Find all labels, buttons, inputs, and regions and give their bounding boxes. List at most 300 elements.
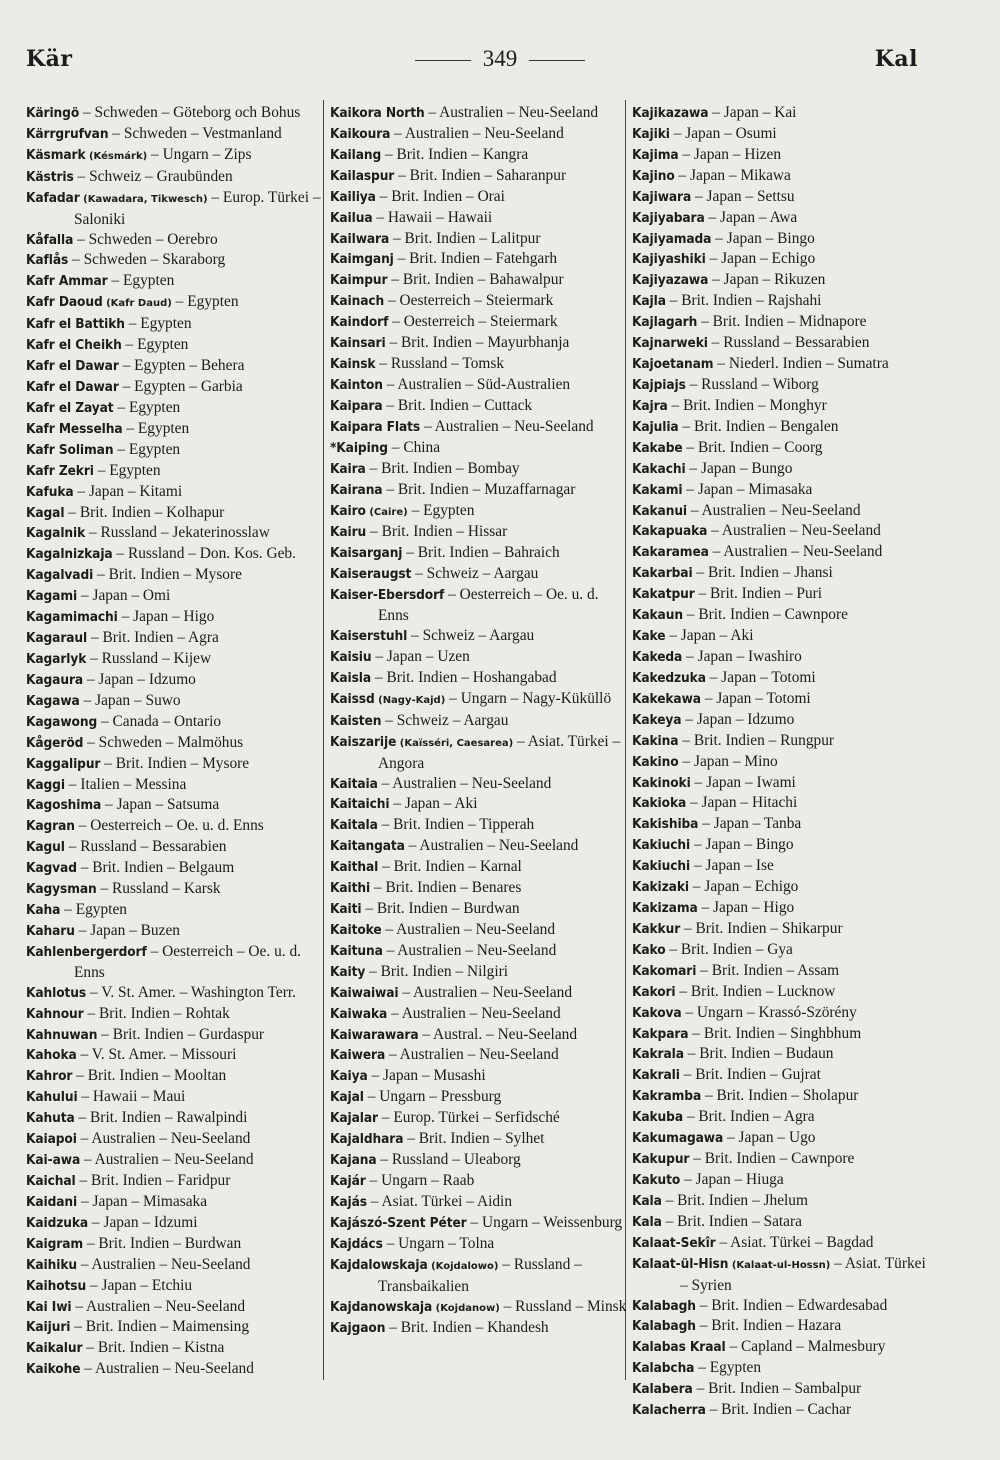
entry-headword: Kaggalipur — [26, 755, 101, 772]
gazetteer-entry — [632, 1358, 932, 1379]
entry-location: – Japan – Totomi — [700, 689, 811, 707]
entry-headword: Kaikalur — [26, 1340, 83, 1357]
entry-headword: Kajalar — [330, 1110, 378, 1127]
entry-headword: Kainsari — [330, 335, 386, 352]
gazetteer-entry — [330, 774, 630, 795]
entry-headword: Kalabera — [632, 1381, 693, 1398]
entry-location: – Oesterreich – Oe. u. d. Enns — [378, 586, 599, 625]
entry-headword: Kailang — [330, 146, 382, 163]
entry-column-2 — [330, 103, 630, 1383]
entry-alt-name: (Kojdalowo) — [427, 1260, 499, 1272]
entry-headword: Kaiwaiwai — [330, 984, 399, 1001]
gazetteer-entry — [632, 668, 932, 689]
entry-headword: Kafr Zekri — [26, 462, 94, 479]
gazetteer-entry — [26, 1213, 326, 1234]
entry-location: – Brit. Indien – Belgaum — [76, 859, 235, 877]
entry-location: – Hawaii – Maui — [77, 1088, 186, 1106]
gazetteer-entry — [26, 733, 326, 754]
gazetteer-entry — [632, 689, 932, 710]
entry-location: – Brit. Indien – Assam — [696, 961, 840, 979]
gazetteer-entry — [26, 691, 326, 712]
entry-location: – Hawaii – Hawaii — [372, 208, 493, 226]
entry-location: – Brit. Indien – Coorg — [682, 438, 823, 456]
gazetteer-entry — [330, 417, 630, 438]
gazetteer-entry — [330, 920, 630, 941]
gazetteer-entry — [632, 187, 932, 208]
entry-headword: Kailiya — [330, 188, 376, 205]
entry-location: – Ungarn – Pressburg — [363, 1088, 502, 1106]
entry-headword: Kaithal — [330, 859, 379, 876]
entry-location: – Brit. Indien – Kistna — [82, 1339, 225, 1357]
entry-location: – Egypten — [171, 293, 239, 311]
header-left-catchword: Kär — [26, 46, 73, 72]
gazetteer-entry — [330, 501, 630, 523]
gazetteer-entry — [632, 480, 932, 501]
gazetteer-entry — [26, 1129, 326, 1150]
entry-headword: Kakrali — [632, 1067, 680, 1084]
entry-headword: Kala — [632, 1213, 662, 1230]
entry-headword: Kaitaichi — [330, 796, 390, 813]
gazetteer-entry — [26, 670, 326, 691]
entry-headword: Kaipara Flats — [330, 418, 421, 435]
entry-location: – Egypten — [107, 272, 175, 290]
entry-location: – Schweden – Oerebro — [73, 230, 218, 248]
gazetteer-entry — [632, 124, 932, 145]
gazetteer-entry — [632, 1128, 932, 1149]
entry-headword: Kakova — [632, 1004, 682, 1021]
entry-headword: Kaira — [330, 460, 366, 477]
entry-location: – Australien – Neu-Seeland — [76, 1255, 251, 1273]
gazetteer-entry — [26, 1255, 326, 1276]
entry-headword: Kagaraul — [26, 630, 88, 647]
entry-headword: Kagysman — [26, 881, 97, 898]
entry-location: – Brit. Indien – Rungpur — [678, 731, 835, 749]
entry-location: – Australien – Neu-Seeland — [377, 774, 552, 792]
entry-location: – Japan – Rikuzen — [708, 271, 826, 289]
entry-headword: Kaitaia — [330, 775, 378, 792]
entry-headword: Kafr el Cheikh — [26, 337, 122, 354]
entry-location: – Russland – Jekaterinosslaw — [85, 524, 270, 542]
entry-alt-name: (Nagy-Kajd) — [374, 694, 446, 706]
gazetteer-entry — [632, 417, 932, 438]
gazetteer-entry — [632, 249, 932, 270]
entry-location: – Brit. Indien – Tipperah — [377, 816, 535, 834]
gazetteer-entry — [26, 775, 326, 796]
gazetteer-entry — [26, 1171, 326, 1192]
entry-headword: Kakuba — [632, 1109, 683, 1126]
entry-location: – Brit. Indien – Faridpur — [75, 1172, 231, 1190]
entry-location: – Russland – Wiborg — [685, 375, 819, 393]
entry-location: – Japan – Omi — [77, 587, 171, 605]
gazetteer-entry — [26, 1045, 326, 1066]
entry-location: – Japan – Mimasaka — [77, 1192, 208, 1210]
entry-location: – Brit. Indien – Khandesh — [385, 1319, 549, 1337]
gazetteer-entry — [632, 793, 932, 814]
entry-location: – Egypten — [407, 501, 475, 519]
gazetteer-entry — [330, 983, 630, 1004]
gazetteer-entry — [330, 1192, 630, 1213]
entry-headword: Kahuta — [26, 1110, 75, 1127]
entry-headword: *Kaiping — [330, 439, 388, 456]
entry-location: – Egypten – Garbia — [118, 377, 243, 395]
gazetteer-entry — [26, 1234, 326, 1255]
entry-headword: Kakaramea — [632, 544, 709, 561]
entry-headword: Kajima — [632, 146, 679, 163]
entry-headword: Kaikohe — [26, 1361, 81, 1378]
entry-location: – Brit. Indien – Kangra — [381, 145, 529, 163]
entry-location: – Japan – Mikawa — [674, 166, 791, 184]
entry-location: – Brit. Indien – Gujrat — [679, 1066, 821, 1084]
gazetteer-entry — [330, 564, 630, 585]
entry-location: – Brit. Indien – Rajshahi — [665, 292, 822, 310]
gazetteer-entry — [330, 626, 630, 647]
entry-headword: Kajikazawa — [632, 105, 709, 121]
gazetteer-entry — [632, 145, 932, 166]
entry-location: – Japan – Aki — [665, 627, 754, 645]
entry-location: – Japan – Hitachi — [686, 794, 798, 812]
entry-headword: Kaiserstuhl — [330, 628, 408, 645]
entry-location: – Russland – Minsk — [499, 1297, 627, 1315]
entry-location: – Australien – Neu-Seeland — [404, 837, 579, 855]
gazetteer-entry — [632, 814, 932, 835]
entry-location: – Russland – Uleaborg — [376, 1151, 521, 1169]
gazetteer-entry — [632, 1044, 932, 1065]
entry-location: – Japan – Bungo — [685, 459, 793, 477]
entry-location: – Japan – Aki — [389, 795, 478, 813]
entry-location: – Egypten — [121, 336, 189, 354]
gazetteer-entry — [632, 521, 932, 542]
entry-location: – Japan – Settsu — [691, 187, 795, 205]
entry-location: – Japan – Idzumi — [88, 1213, 198, 1231]
gazetteer-entry — [330, 396, 630, 417]
gazetteer-entry — [632, 1379, 932, 1400]
entry-location: – Brit. Indien – Budaun — [683, 1045, 834, 1063]
gazetteer-entry — [330, 1129, 630, 1150]
entry-location: – Japan – Suwo — [79, 691, 181, 709]
entry-location: – Ungarn – Nagy-Küküllö — [445, 689, 612, 707]
gazetteer-entry — [330, 438, 630, 459]
gazetteer-entry — [330, 711, 630, 732]
entry-headword: Kaha — [26, 902, 61, 919]
gazetteer-entry — [26, 942, 326, 983]
entry-location: – Egypten — [113, 398, 181, 416]
entry-headword: Kalacherra — [632, 1402, 706, 1419]
gazetteer-entry — [632, 982, 932, 1003]
entry-headword: Kajászó-Szent Péter — [330, 1214, 467, 1231]
entry-location: – Brit. Indien – Monghyr — [667, 396, 827, 414]
entry-headword: Kakomari — [632, 962, 697, 979]
gazetteer-entry — [632, 1065, 932, 1086]
entry-headword: Kajino — [632, 167, 675, 184]
entry-headword: Kajla — [632, 293, 666, 310]
entry-location: – Niederl. Indien – Sumatra — [713, 355, 889, 373]
entry-location: – Europ. Türkei – Saloniki — [74, 188, 321, 228]
entry-location: – Brit. Indien – Orai — [375, 187, 505, 205]
entry-headword: Kafr Soliman — [26, 441, 114, 458]
entry-headword: Kalabcha — [632, 1360, 695, 1377]
entry-location: – Japan – Ise — [690, 857, 774, 875]
gazetteer-entry — [632, 270, 932, 291]
entry-headword: Kajiki — [632, 125, 670, 142]
entry-headword: Kaity — [330, 963, 366, 980]
entry-headword: Kajlagarh — [632, 314, 698, 331]
entry-location: – Ungarn – Raab — [365, 1172, 475, 1190]
entry-headword: Kaiszarije — [330, 733, 397, 750]
entry-column-3 — [632, 103, 932, 1419]
gazetteer-entry — [330, 1004, 630, 1025]
gazetteer-entry — [26, 983, 326, 1004]
entry-location: – Australien – Neu-Seeland — [387, 1004, 561, 1022]
entry-headword: Kahror — [26, 1068, 73, 1085]
entry-headword: Kajgaon — [330, 1320, 386, 1337]
entry-headword: Kaihotsu — [26, 1277, 87, 1294]
gazetteer-entry — [632, 1107, 932, 1128]
entry-headword: Kaidzuka — [26, 1214, 89, 1231]
gazetteer-entry — [330, 1087, 630, 1108]
gazetteer-entry — [26, 754, 326, 775]
entry-headword: Kainach — [330, 293, 385, 310]
entry-headword: Kaiti — [330, 901, 362, 918]
entry-headword: Kaisiu — [330, 648, 372, 665]
entry-headword: Kakeda — [632, 648, 683, 665]
entry-headword: Kagoshima — [26, 797, 102, 814]
entry-alt-name: (Késmárk) — [85, 150, 148, 162]
gazetteer-entry — [632, 1149, 932, 1170]
gazetteer-entry — [330, 249, 630, 270]
entry-headword: Kaipara — [330, 397, 383, 414]
gazetteer-entry — [330, 794, 630, 815]
entry-headword: Kafr Messelha — [26, 420, 123, 437]
entry-headword: Kakramba — [632, 1088, 702, 1105]
gazetteer-entry — [330, 878, 630, 899]
entry-headword: Kaiser-Ebersdorf — [330, 587, 445, 604]
page-number-block — [385, 46, 615, 72]
entry-location: – Austral. – Neu-Seeland — [418, 1025, 578, 1043]
gazetteer-entry — [632, 1024, 932, 1045]
gazetteer-entry — [26, 712, 326, 733]
entry-headword: Kagarlyk — [26, 650, 87, 667]
entry-location: – Schweden – Vestmanland — [108, 124, 282, 142]
entry-headword: Kaigram — [26, 1235, 84, 1252]
gazetteer-entry — [330, 291, 630, 312]
entry-location: – Japan – Iwashiro — [682, 647, 802, 665]
entry-headword: Kala — [632, 1192, 662, 1209]
gazetteer-entry — [330, 836, 630, 857]
gazetteer-entry — [632, 563, 932, 584]
entry-headword: Kairu — [330, 524, 367, 541]
entry-headword: Kärrgrufvan — [26, 125, 109, 142]
gazetteer-entry — [632, 166, 932, 187]
entry-headword: Kakatpur — [632, 586, 695, 603]
entry-location: – Brit. Indien – Edwardesabad — [695, 1296, 888, 1314]
gazetteer-entry — [632, 229, 932, 250]
entry-location: – Brit. Indien – Agra — [87, 629, 219, 647]
gazetteer-entry — [632, 354, 932, 375]
gazetteer-entry — [26, 188, 326, 230]
gazetteer-entry — [632, 877, 932, 898]
entry-headword: Kakiuchi — [632, 858, 691, 875]
entry-location: – Brit. Indien – Burdwan — [361, 900, 520, 918]
gazetteer-entry — [632, 773, 932, 794]
gazetteer-entry — [330, 962, 630, 983]
entry-location: – Brit. Indien – Puri — [694, 585, 823, 603]
entry-location: – Asiat. Türkei – Aidin — [366, 1192, 513, 1210]
entry-location: – Brit. Indien – Satara — [661, 1212, 802, 1230]
entry-headword: Kafr el Zayat — [26, 399, 114, 416]
entry-location: – Capland – Malmesbury — [725, 1338, 886, 1356]
entry-location: – Japan – Uzen — [371, 647, 470, 665]
entry-alt-name: (Caire) — [365, 506, 408, 518]
gazetteer-entry — [330, 1150, 630, 1171]
entry-headword: Kajpiajs — [632, 376, 686, 393]
entry-headword: Kako — [632, 941, 666, 958]
entry-location: – Brit. Indien – Gya — [665, 940, 793, 958]
gazetteer-entry — [632, 291, 932, 312]
entry-location: – Schweiz – Aargau — [411, 565, 539, 583]
entry-headword: Kaiwarawara — [330, 1026, 419, 1043]
entry-headword: Kaitoke — [330, 921, 382, 938]
entry-location: – Schweden – Göteborg och Bohus — [79, 104, 301, 121]
gazetteer-entry — [330, 145, 630, 166]
entry-headword: Kagalnik — [26, 525, 86, 542]
gazetteer-entry — [26, 1338, 326, 1359]
entry-headword: Kaiwaka — [330, 1005, 388, 1022]
entry-headword: Kakioka — [632, 795, 687, 812]
entry-headword: Kaimganj — [330, 251, 394, 268]
entry-location: – Japan – Satsuma — [101, 796, 220, 814]
gazetteer-entry — [26, 1108, 326, 1129]
entry-location: – Japan – Kai — [708, 104, 797, 121]
entry-headword: Kaitala — [330, 817, 378, 834]
entry-headword: Kagami — [26, 588, 78, 605]
gazetteer-entry — [330, 1297, 630, 1319]
gazetteer-entry — [330, 312, 630, 333]
gazetteer-entry — [26, 795, 326, 816]
gazetteer-entry — [330, 187, 630, 208]
entry-headword: Kainsk — [330, 356, 376, 373]
entry-headword: Kakkur — [632, 920, 681, 937]
gazetteer-entry — [26, 356, 326, 377]
gazetteer-entry — [632, 731, 932, 752]
gazetteer-entry — [632, 1316, 932, 1337]
entry-location: – Russland – Kijew — [86, 649, 212, 667]
entry-headword: Kajoetanam — [632, 356, 714, 373]
entry-location: – Brit. Indien – Maimensing — [70, 1318, 250, 1336]
gazetteer-entry — [26, 398, 326, 419]
entry-location: – Oesterreich – Steiermark — [384, 292, 554, 310]
entry-location: – Italien – Messina — [64, 775, 187, 793]
gazetteer-entry — [26, 879, 326, 900]
gazetteer-entry — [632, 1212, 932, 1233]
entry-headword: Kajaldhara — [330, 1131, 404, 1148]
entry-headword: Kailua — [330, 209, 373, 226]
gazetteer-entry — [330, 941, 630, 962]
entry-location: – Brit. Indien – Singhbhum — [688, 1024, 862, 1042]
entry-location: – Japan – Awa — [704, 208, 798, 226]
entry-alt-name: (Kaïsséri, Caesarea) — [396, 737, 514, 749]
entry-location: – Asiat. Türkei – Syrien — [680, 1254, 926, 1294]
entry-location: – Japan – Hizen — [678, 145, 782, 163]
entry-location: – Japan – Echigo — [705, 250, 816, 268]
entry-location: – Brit. Indien – Jhelum — [661, 1191, 808, 1209]
entry-location: – Japan – Mino — [678, 752, 778, 770]
entry-location: – Japan – Mimasaka — [682, 480, 813, 498]
entry-location: – Asiat. Türkei – Angora — [378, 732, 621, 772]
gazetteer-entry — [632, 1400, 932, 1421]
entry-headword: Kaiwera — [330, 1047, 386, 1064]
entry-headword: Kajdács — [330, 1235, 383, 1252]
entry-location: – Australien – Neu-Seeland — [71, 1297, 246, 1315]
gazetteer-entry — [330, 103, 630, 124]
entry-headword: Kaisla — [330, 669, 372, 686]
gazetteer-entry — [26, 292, 326, 314]
entry-headword: Kåfalla — [26, 231, 74, 248]
entry-location: – Russland – Tomsk — [375, 355, 505, 373]
gazetteer-entry — [632, 856, 932, 877]
gazetteer-entry — [330, 459, 630, 480]
gazetteer-entry — [330, 333, 630, 354]
entry-headword: Kaflås — [26, 252, 69, 269]
gazetteer-entry — [330, 1255, 630, 1297]
gazetteer-entry — [26, 1297, 326, 1318]
gazetteer-entry — [26, 1150, 326, 1171]
entry-headword: Kakiuchi — [632, 837, 691, 854]
entry-location: – Brit. Indien – Cachar — [705, 1401, 852, 1419]
entry-location: – Brit. Indien – Nilgiri — [365, 962, 509, 980]
gazetteer-entry — [330, 1171, 630, 1192]
gazetteer-entry — [632, 940, 932, 961]
gazetteer-entry — [330, 815, 630, 836]
entry-location: – Brit. Indien – Bombay — [365, 459, 520, 477]
entry-headword: Kagawa — [26, 692, 80, 709]
entry-headword: Kafr el Dawar — [26, 378, 119, 395]
entry-headword: Kajal — [330, 1089, 364, 1106]
entry-headword: Kalabas Kraal — [632, 1339, 726, 1356]
entry-headword: Kahlenbergerdorf — [26, 943, 147, 960]
gazetteer-entry — [632, 835, 932, 856]
entry-headword: Käsmark — [26, 146, 86, 163]
entry-headword: Kakedzuka — [632, 669, 706, 686]
gazetteer-entry — [26, 837, 326, 858]
entry-location: – Brit. Indien – Benares — [370, 879, 522, 897]
entry-headword: Kairana — [330, 481, 383, 498]
entry-location: – Australien – Neu-Seeland — [80, 1151, 254, 1169]
entry-location: – Japan – Idzumo — [681, 710, 795, 728]
entry-headword: Kajiyashiki — [632, 251, 706, 268]
entry-headword: Kaharu — [26, 922, 75, 939]
entry-headword: Kai Iwi — [26, 1298, 72, 1315]
entry-location: – Oesterreich – Oe. u. d. Enns — [74, 942, 302, 981]
entry-headword: Kajdalowskaja — [330, 1256, 428, 1273]
entry-headword: Kaissd — [330, 690, 375, 707]
entry-location: – Brit. Indien – Mysore — [93, 566, 242, 584]
gazetteer-entry — [330, 1213, 630, 1234]
gazetteer-entry — [632, 1191, 932, 1212]
gazetteer-entry — [330, 668, 630, 689]
entry-location: – Japan – Ugo — [723, 1129, 816, 1147]
entry-location: – Australien – Neu-Seeland — [76, 1130, 251, 1148]
entry-headword: Kahoka — [26, 1047, 77, 1064]
entry-location: – Japan – Tanba — [698, 815, 802, 833]
entry-location: – Brit. Indien – Jhansi — [692, 564, 833, 582]
gazetteer-entry — [330, 270, 630, 291]
gazetteer-entry — [330, 689, 630, 711]
entry-headword: Kajana — [330, 1152, 377, 1169]
entry-headword: Kakami — [632, 481, 683, 498]
entry-headword: Kakizaki — [632, 879, 689, 896]
entry-location: – Japan – Higo — [697, 899, 795, 917]
entry-headword: Kakrala — [632, 1046, 684, 1063]
